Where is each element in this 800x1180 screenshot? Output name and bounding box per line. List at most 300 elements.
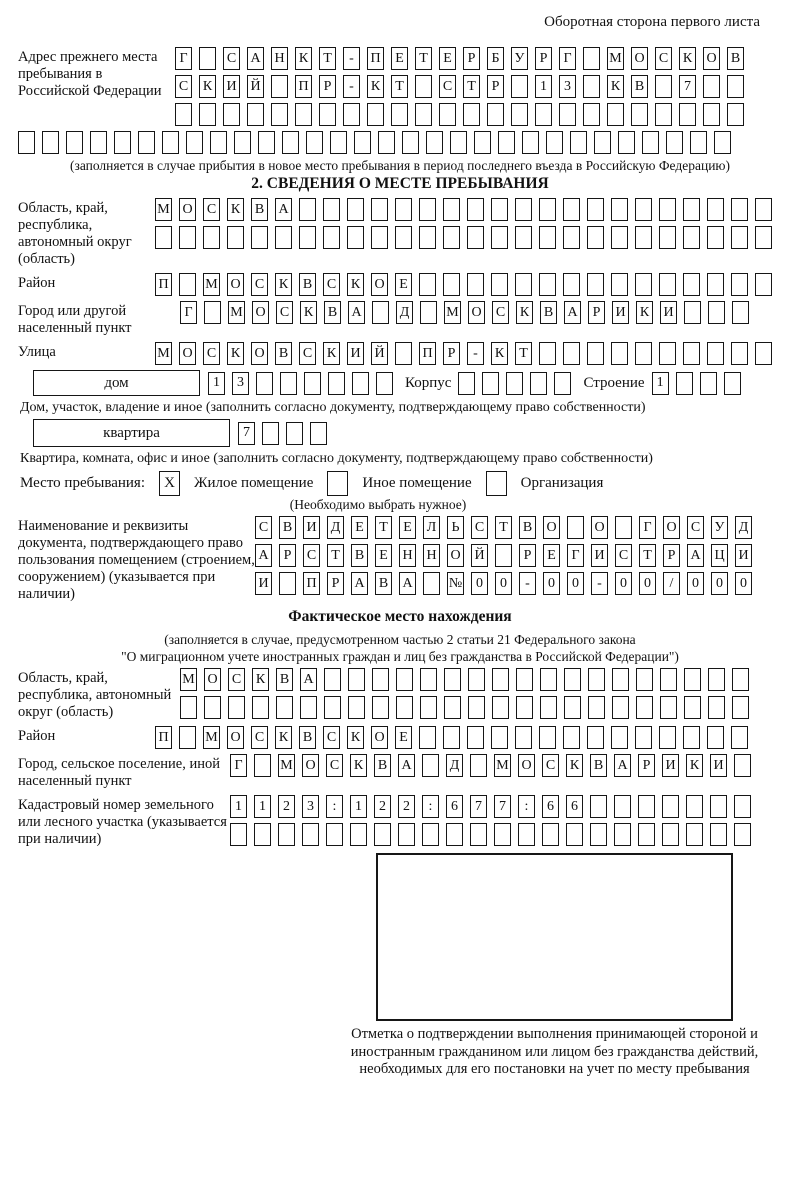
prev-address-field xyxy=(18,47,782,126)
char-cell: Е xyxy=(351,516,368,539)
char-cell: Р xyxy=(279,544,296,567)
char-cell: А xyxy=(399,572,416,595)
char-cell: Й xyxy=(471,544,488,567)
char-cell: О xyxy=(371,726,388,749)
char-cell xyxy=(419,726,436,749)
char-cell: Е xyxy=(399,516,416,539)
char-cell: 3 xyxy=(302,795,319,818)
cadastre-label: Кадастровый номер земельного или лесного участка (указывается при наличии) xyxy=(18,797,227,847)
char-cell xyxy=(302,823,319,846)
char-cell xyxy=(114,131,131,154)
char-cell xyxy=(199,103,216,126)
char-cell: К xyxy=(566,754,583,777)
char-cell xyxy=(683,198,700,221)
char-cell: 0 xyxy=(567,572,584,595)
char-cell: : xyxy=(326,795,343,818)
char-cell xyxy=(491,273,508,296)
char-cell xyxy=(554,372,571,395)
char-cell xyxy=(590,823,607,846)
char-cell: О xyxy=(251,342,268,365)
char-cell xyxy=(714,131,731,154)
street-label: Улица xyxy=(18,344,56,360)
region-row-1 xyxy=(155,198,772,221)
char-cell: С xyxy=(255,516,272,539)
char-cell: В xyxy=(727,47,744,70)
char-cell xyxy=(175,103,192,126)
char-cell xyxy=(310,422,327,445)
stamp-area xyxy=(332,853,777,1079)
char-cell: : xyxy=(518,795,535,818)
char-cell: В xyxy=(324,301,341,324)
stamp-caption: Отметка о подтверждении выполнения принимающей стороной и иностранным гражданином или лицом без гражданства действий, необходимых для его постановки на учет по месту пребывания xyxy=(350,1026,759,1077)
char-cell xyxy=(371,226,388,249)
char-cell: Д xyxy=(396,301,413,324)
char-cell xyxy=(566,823,583,846)
char-cell xyxy=(539,342,556,365)
char-cell xyxy=(348,668,365,691)
char-cell xyxy=(614,795,631,818)
char-cell: О xyxy=(371,273,388,296)
char-cell: А xyxy=(614,754,631,777)
char-cell: Р xyxy=(588,301,605,324)
char-cell: Б xyxy=(487,47,504,70)
char-cell xyxy=(660,668,677,691)
char-cell xyxy=(583,75,600,98)
char-cell: : xyxy=(422,795,439,818)
char-cell: К xyxy=(347,726,364,749)
char-cell xyxy=(275,226,292,249)
char-cell xyxy=(731,226,748,249)
char-cell: С xyxy=(299,342,316,365)
char-cell: 2 xyxy=(374,795,391,818)
char-cell xyxy=(530,372,547,395)
char-cell: 1 xyxy=(254,795,271,818)
char-cell: А xyxy=(398,754,415,777)
apartment-caption: Квартира, комната, офис и иное (заполнить согласно документу, подтверждающему право собственности) xyxy=(20,451,653,466)
char-cell xyxy=(516,668,533,691)
char-cell xyxy=(587,273,604,296)
char-cell: Й xyxy=(247,75,264,98)
char-cell xyxy=(179,273,196,296)
char-cell: В xyxy=(275,342,292,365)
char-cell: 0 xyxy=(687,572,704,595)
char-cell xyxy=(535,103,552,126)
page-subtitle: Оборотная сторона первого листа xyxy=(544,14,760,30)
char-cell xyxy=(138,131,155,154)
char-cell xyxy=(467,226,484,249)
char-cell xyxy=(755,226,772,249)
stay-type-option-organization: Организация xyxy=(520,475,604,491)
char-cell xyxy=(415,103,432,126)
char-cell xyxy=(467,726,484,749)
char-cell xyxy=(734,823,751,846)
char-cell: П xyxy=(155,726,172,749)
char-cell xyxy=(615,516,632,539)
actual-district-label: Район xyxy=(18,728,56,744)
char-cell xyxy=(635,342,652,365)
char-cell: 1 xyxy=(652,372,669,395)
char-cell xyxy=(398,823,415,846)
char-cell xyxy=(282,131,299,154)
char-cell xyxy=(299,226,316,249)
char-cell: А xyxy=(564,301,581,324)
house-box-label: дом xyxy=(33,370,200,396)
char-cell xyxy=(90,131,107,154)
char-cell xyxy=(439,103,456,126)
region-row-2 xyxy=(155,226,772,249)
district-label: Район xyxy=(18,275,56,291)
char-cell xyxy=(631,103,648,126)
char-cell xyxy=(279,572,296,595)
char-cell: М xyxy=(180,668,197,691)
char-cell xyxy=(734,795,751,818)
char-cell xyxy=(372,668,389,691)
char-cell xyxy=(186,131,203,154)
char-cell: В xyxy=(519,516,536,539)
char-cell: М xyxy=(203,726,220,749)
stay-type-checkbox-other xyxy=(327,471,348,496)
char-cell: 6 xyxy=(446,795,463,818)
char-cell xyxy=(295,103,312,126)
actual-city-label: Город, сельское поселение, иной населенный пункт xyxy=(18,756,221,789)
char-cell: С xyxy=(323,273,340,296)
apartment-number-row xyxy=(238,422,327,445)
char-cell xyxy=(374,823,391,846)
char-cell xyxy=(271,75,288,98)
char-cell xyxy=(204,696,221,719)
char-cell xyxy=(683,226,700,249)
actual-location-title: Фактическое место нахождения xyxy=(288,608,512,625)
char-cell: К xyxy=(636,301,653,324)
char-cell xyxy=(611,726,628,749)
char-cell xyxy=(540,696,557,719)
char-cell xyxy=(636,668,653,691)
char-cell: - xyxy=(467,342,484,365)
char-cell xyxy=(542,823,559,846)
char-cell xyxy=(515,726,532,749)
char-cell: К xyxy=(491,342,508,365)
char-cell: С xyxy=(203,342,220,365)
char-cell xyxy=(494,823,511,846)
char-cell: В xyxy=(590,754,607,777)
char-cell xyxy=(612,668,629,691)
city-row xyxy=(180,301,749,324)
char-cell xyxy=(732,696,749,719)
char-cell xyxy=(179,226,196,249)
char-cell: О xyxy=(631,47,648,70)
char-cell xyxy=(659,198,676,221)
char-cell xyxy=(659,273,676,296)
char-cell xyxy=(686,823,703,846)
char-cell xyxy=(347,226,364,249)
char-cell xyxy=(252,696,269,719)
char-cell xyxy=(378,131,395,154)
char-cell: Ц xyxy=(711,544,728,567)
char-cell xyxy=(707,726,724,749)
street-row xyxy=(155,342,772,365)
char-cell xyxy=(683,726,700,749)
char-cell: Р xyxy=(663,544,680,567)
char-cell: С xyxy=(251,273,268,296)
region-field xyxy=(18,198,782,268)
char-cell xyxy=(470,754,487,777)
char-cell: В xyxy=(299,726,316,749)
char-cell xyxy=(276,696,293,719)
char-cell xyxy=(254,754,271,777)
char-cell: П xyxy=(419,342,436,365)
char-cell xyxy=(511,75,528,98)
confirmation-stamp-box xyxy=(376,853,733,1021)
char-cell xyxy=(587,198,604,221)
char-cell xyxy=(707,342,724,365)
char-cell xyxy=(420,301,437,324)
char-cell: Т xyxy=(495,516,512,539)
char-cell: О xyxy=(663,516,680,539)
char-cell: И xyxy=(347,342,364,365)
char-cell xyxy=(491,726,508,749)
char-cell: О xyxy=(227,726,244,749)
region-rows xyxy=(155,198,772,249)
char-cell xyxy=(570,131,587,154)
char-cell: Ь xyxy=(447,516,464,539)
char-cell xyxy=(710,823,727,846)
char-cell xyxy=(679,103,696,126)
actual-district-row xyxy=(155,726,748,749)
char-cell xyxy=(564,668,581,691)
char-cell: 0 xyxy=(711,572,728,595)
char-cell: Т xyxy=(415,47,432,70)
char-cell: М xyxy=(278,754,295,777)
stay-type-checkbox-residential: X xyxy=(159,471,180,496)
char-cell: Л xyxy=(423,516,440,539)
char-cell xyxy=(343,103,360,126)
char-cell xyxy=(306,131,323,154)
char-cell: 1 xyxy=(350,795,367,818)
char-cell xyxy=(66,131,83,154)
cadastre-field xyxy=(18,795,782,848)
char-cell: 1 xyxy=(230,795,247,818)
actual-region-row-2 xyxy=(180,696,749,719)
prev-address-row-3 xyxy=(175,103,744,126)
char-cell xyxy=(755,273,772,296)
stay-type-note: (Необходимо выбрать нужное) xyxy=(289,497,467,512)
char-cell xyxy=(588,668,605,691)
char-cell: 3 xyxy=(232,372,249,395)
char-cell xyxy=(228,696,245,719)
district-field xyxy=(18,273,782,296)
char-cell: 0 xyxy=(495,572,512,595)
char-cell: П xyxy=(295,75,312,98)
char-cell xyxy=(731,342,748,365)
char-cell: О xyxy=(543,516,560,539)
char-cell: О xyxy=(302,754,319,777)
prev-address-row-2 xyxy=(175,75,744,98)
char-cell xyxy=(326,823,343,846)
char-cell xyxy=(731,198,748,221)
char-cell xyxy=(708,301,725,324)
char-cell: 1 xyxy=(535,75,552,98)
char-cell: Р xyxy=(463,47,480,70)
char-cell xyxy=(660,696,677,719)
char-cell xyxy=(254,823,271,846)
document-row-3 xyxy=(255,572,752,595)
char-cell xyxy=(563,273,580,296)
char-cell xyxy=(227,226,244,249)
prev-address-note: (заполняется в случае прибытия в новое место пребывания в период последнего въезда в Российскую Федерацию) xyxy=(69,158,731,173)
char-cell: В xyxy=(351,544,368,567)
cadastre-row-2 xyxy=(230,823,751,846)
char-cell: К xyxy=(199,75,216,98)
region-label: Область, край, республика, автономный округ (область) xyxy=(18,200,132,267)
char-cell: К xyxy=(275,273,292,296)
char-cell xyxy=(590,795,607,818)
char-cell xyxy=(659,226,676,249)
char-cell xyxy=(18,131,35,154)
char-cell xyxy=(686,795,703,818)
stay-type-checkbox-organization xyxy=(486,471,507,496)
char-cell: И xyxy=(660,301,677,324)
char-cell: Р xyxy=(535,47,552,70)
char-cell: - xyxy=(343,47,360,70)
actual-region-label: Область, край, республика, автономный округ (область) xyxy=(18,670,172,720)
char-cell xyxy=(707,273,724,296)
char-cell xyxy=(271,103,288,126)
char-cell: С xyxy=(303,544,320,567)
char-cell: К xyxy=(367,75,384,98)
char-cell xyxy=(567,516,584,539)
char-cell: П xyxy=(367,47,384,70)
document-label: Наименование и реквизиты документа, подтверждающего право пользования помещением (строением, сооружением) (указывается при наличии) xyxy=(18,518,255,602)
char-cell: А xyxy=(247,47,264,70)
char-cell xyxy=(594,131,611,154)
char-cell xyxy=(443,726,460,749)
char-cell xyxy=(724,372,741,395)
char-cell xyxy=(583,103,600,126)
char-cell: Н xyxy=(271,47,288,70)
prev-address-row-1 xyxy=(175,47,744,70)
char-cell: Г xyxy=(230,754,247,777)
char-cell xyxy=(446,823,463,846)
char-cell: А xyxy=(275,198,292,221)
street-field xyxy=(18,342,782,365)
char-cell: Е xyxy=(375,544,392,567)
char-cell xyxy=(539,273,556,296)
char-cell xyxy=(42,131,59,154)
char-cell: Р xyxy=(487,75,504,98)
char-cell xyxy=(443,273,460,296)
char-cell xyxy=(352,372,369,395)
char-cell: К xyxy=(227,342,244,365)
char-cell xyxy=(372,696,389,719)
char-cell xyxy=(563,342,580,365)
char-cell: - xyxy=(591,572,608,595)
korpus-label: Корпус xyxy=(405,374,452,391)
char-cell: Т xyxy=(639,544,656,567)
char-cell: К xyxy=(679,47,696,70)
char-cell xyxy=(495,544,512,567)
char-cell xyxy=(458,372,475,395)
char-cell xyxy=(659,726,676,749)
char-cell: С xyxy=(615,544,632,567)
char-cell: Н xyxy=(423,544,440,567)
char-cell: А xyxy=(348,301,365,324)
char-cell xyxy=(256,372,273,395)
char-cell xyxy=(707,198,724,221)
char-cell xyxy=(635,226,652,249)
char-cell xyxy=(662,823,679,846)
char-cell xyxy=(350,823,367,846)
char-cell xyxy=(300,696,317,719)
char-cell xyxy=(247,103,264,126)
char-cell xyxy=(618,131,635,154)
char-cell xyxy=(354,131,371,154)
actual-city-field xyxy=(18,754,782,790)
char-cell: К xyxy=(252,668,269,691)
char-cell: К xyxy=(323,342,340,365)
char-cell xyxy=(700,372,717,395)
char-cell: К xyxy=(686,754,703,777)
char-cell xyxy=(467,273,484,296)
char-cell xyxy=(324,668,341,691)
char-cell xyxy=(492,668,509,691)
char-cell xyxy=(391,103,408,126)
char-cell xyxy=(511,103,528,126)
char-cell: 3 xyxy=(559,75,576,98)
char-cell: С xyxy=(203,198,220,221)
char-cell xyxy=(347,198,364,221)
char-cell: П xyxy=(155,273,172,296)
char-cell xyxy=(304,372,321,395)
document-rows xyxy=(255,516,752,595)
char-cell xyxy=(635,273,652,296)
prev-address-rows xyxy=(175,47,744,126)
char-cell xyxy=(732,301,749,324)
char-cell: 7 xyxy=(238,422,255,445)
stroenie-row xyxy=(652,372,741,395)
actual-location-note-line1: (заполняется в случае, предусмотренном частью 2 статьи 21 Федерального закона xyxy=(164,632,636,647)
char-cell xyxy=(563,726,580,749)
char-cell xyxy=(419,273,436,296)
char-cell: 0 xyxy=(471,572,488,595)
char-cell xyxy=(635,726,652,749)
char-cell: Д xyxy=(446,754,463,777)
char-cell xyxy=(684,301,701,324)
char-cell xyxy=(328,372,345,395)
char-cell: В xyxy=(540,301,557,324)
char-cell: Р xyxy=(443,342,460,365)
char-cell: Т xyxy=(463,75,480,98)
char-cell: Т xyxy=(319,47,336,70)
actual-region-row-1 xyxy=(180,668,749,691)
stay-type-label: Место пребывания: xyxy=(20,475,145,491)
char-cell xyxy=(258,131,275,154)
char-cell: М xyxy=(155,198,172,221)
char-cell xyxy=(518,823,535,846)
char-cell xyxy=(491,198,508,221)
char-cell: К xyxy=(295,47,312,70)
char-cell xyxy=(546,131,563,154)
char-cell: 7 xyxy=(494,795,511,818)
char-cell: Г xyxy=(639,516,656,539)
char-cell xyxy=(444,668,461,691)
char-cell: О xyxy=(179,198,196,221)
char-cell: Й xyxy=(371,342,388,365)
stay-type-field xyxy=(20,471,782,496)
char-cell xyxy=(515,273,532,296)
char-cell: 0 xyxy=(615,572,632,595)
char-cell: Т xyxy=(391,75,408,98)
char-cell xyxy=(755,342,772,365)
